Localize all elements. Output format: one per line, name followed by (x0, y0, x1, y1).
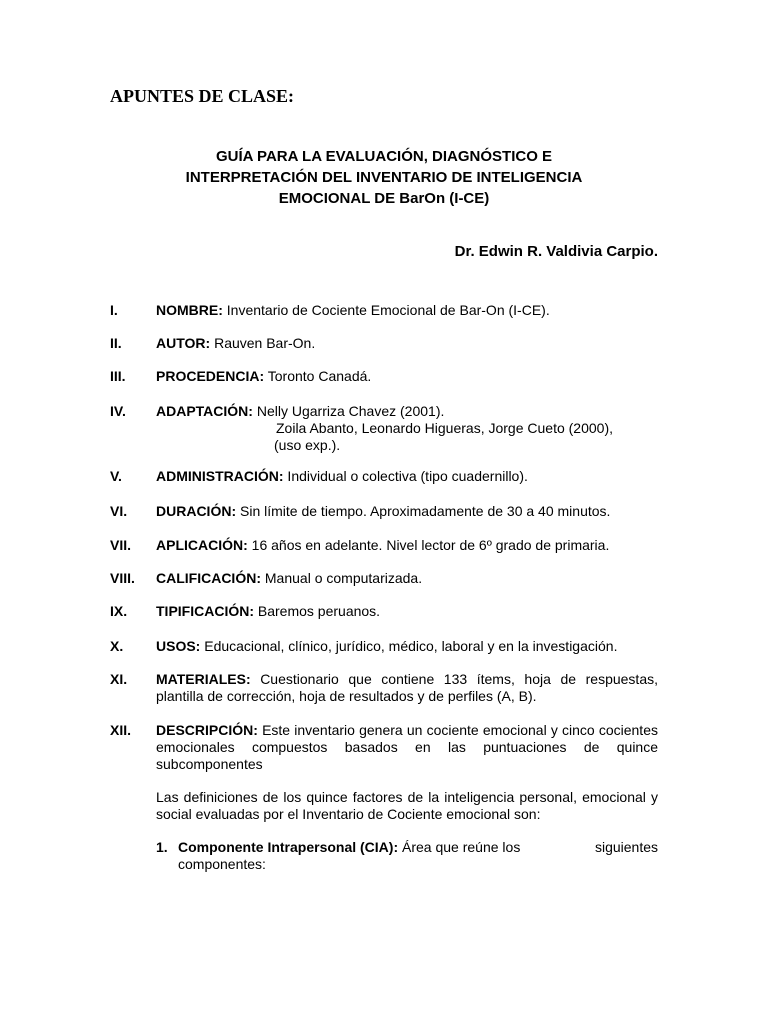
item-label: DURACIÓN: (156, 503, 237, 519)
item-text-continued: Zoila Abanto, Leonardo Higueras, Jorge Cueto (2000), (276, 420, 613, 436)
item-number: XI. (110, 671, 128, 687)
definitions-paragraph: Las definiciones de los quince factores de la inteligencia personal, emocional y social evaluadas por el Inventario de Cociente emocional son: (156, 789, 658, 822)
item-text: Inventario de Cociente Emocional de Bar-On (I-CE). (222, 302, 550, 318)
sub-item-label: Componente Intrapersonal (CIA): (178, 839, 399, 855)
item-label: CALIFICACIÓN: (156, 570, 261, 586)
item-text: Nelly Ugarriza Chavez (2001). (252, 403, 445, 419)
item-label: ADAPTACIÓN: (156, 403, 253, 419)
item-label: USOS: (156, 638, 201, 654)
item-number: I. (110, 302, 118, 318)
sub-item-text-end: siguientes (594, 839, 658, 855)
document-heading: APUNTES DE CLASE: (110, 86, 295, 106)
item-label: NOMBRE: (156, 302, 223, 318)
item-number: IX. (110, 603, 128, 619)
sub-list-item (156, 839, 658, 873)
item-number: IV. (110, 403, 126, 419)
author-name: Dr. Edwin R. Valdivia Carpio. (454, 243, 658, 260)
item-label: ADMINISTRACIÓN: (156, 468, 284, 484)
item-text-continued: (uso exp.). (274, 437, 341, 453)
item-label: MATERIALES: (156, 671, 251, 687)
item-label: DESCRIPCIÓN: (156, 722, 258, 738)
title-line-3: EMOCIONAL DE BarOn (I-CE) (278, 190, 490, 207)
title-line-1: GUÍA PARA LA EVALUACIÓN, DIAGNÓSTICO E (215, 148, 553, 165)
sub-item-number: 1. (156, 839, 168, 855)
item-text: Rauven Bar-On. (210, 335, 316, 351)
item-text: Individual o colectiva (tipo cuadernillo). (283, 468, 528, 484)
item-text: Toronto Canadá. (264, 368, 372, 384)
title-line-2: INTERPRETACIÓN DEL INVENTARIO DE INTELIGENCIA (185, 169, 583, 186)
item-text: 16 años en adelante. Nivel lector de 6º grado de primaria. (247, 537, 610, 553)
item-number: X. (110, 638, 124, 654)
item-label: TIPIFICACIÓN: (156, 603, 254, 619)
document-title (110, 146, 658, 209)
item-text: Manual o computarizada. (261, 570, 423, 586)
item-text: Baremos peruanos. (254, 603, 381, 619)
sub-item-text-continued: componentes: (178, 856, 266, 872)
item-text: Este inventario genera un cociente emocional y cinco cocientes emocionales compuestos basados en las puntuaciones de quince subcomponentes (156, 722, 658, 772)
item-label: APLICACIÓN: (156, 537, 248, 553)
item-number: VIII. (110, 570, 135, 586)
sub-item-text: Área que reúne los (398, 839, 521, 855)
item-label: AUTOR: (156, 335, 211, 351)
item-number: III. (110, 368, 126, 384)
item-number: II. (110, 335, 122, 351)
item-number: VII. (110, 537, 132, 553)
item-text: Sin límite de tiempo. Aproximadamente de 30 a 40 minutos. (236, 503, 611, 519)
item-label: PROCEDENCIA: (156, 368, 265, 384)
item-number: XII. (110, 722, 132, 738)
item-number: V. (110, 468, 122, 484)
item-text: Educacional, clínico, jurídico, médico, laboral y en la investigación. (200, 638, 618, 654)
item-text: Cuestionario que contiene 133 ítems, hoja de respuestas, plantilla de corrección, hoja de resultados y de perfiles (A, B). (156, 671, 658, 704)
item-number: VI. (110, 503, 128, 519)
